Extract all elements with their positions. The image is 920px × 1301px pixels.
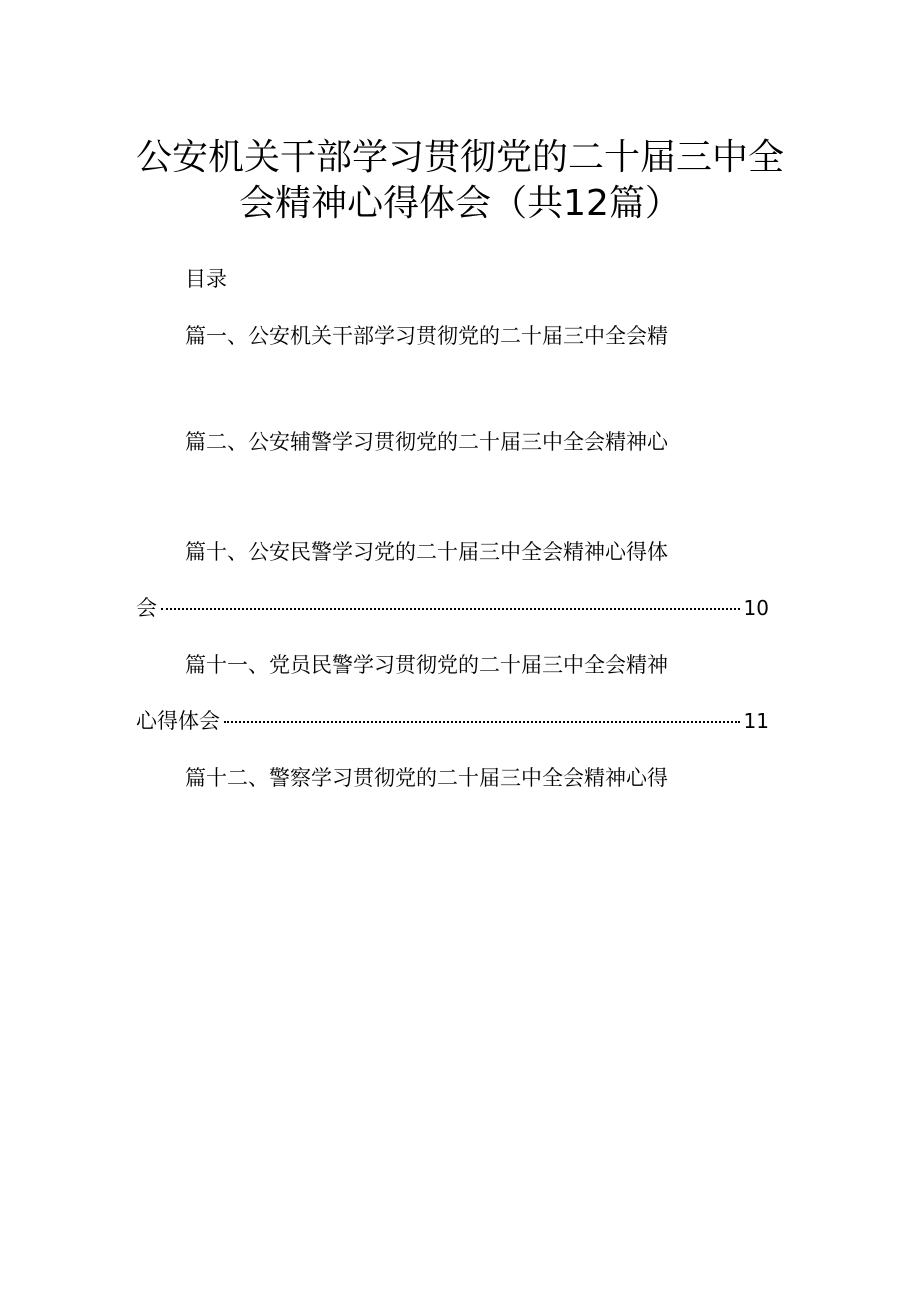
toc-entry-10[interactable]: 篇十、公安民警学习党的二十届三中全会精神心得体 xyxy=(185,540,668,564)
toc-entry-text: 心得体会 xyxy=(136,709,220,733)
toc-entry-1[interactable]: 篇一、公安机关干部学习贯彻党的二十届三中全会精 xyxy=(185,324,668,348)
toc-entry-10-continuation[interactable] xyxy=(136,594,769,622)
toc-entry-12[interactable]: 篇十二、警察学习贯彻党的二十届三中全会精神心得 xyxy=(185,766,668,790)
document-title-line-1: 公安机关干部学习贯彻党的二十届三中全 xyxy=(135,137,784,178)
dot-leader xyxy=(224,721,740,723)
dot-leader xyxy=(161,608,740,610)
toc-heading: 目录 xyxy=(185,267,227,291)
toc-entry-11-continuation[interactable] xyxy=(136,707,769,735)
toc-page-number: 10 xyxy=(743,596,769,620)
toc-page-number: 11 xyxy=(743,709,769,733)
toc-entry-2[interactable]: 篇二、公安辅警学习贯彻党的二十届三中全会精神心 xyxy=(185,430,668,454)
toc-entry-text: 会 xyxy=(136,596,157,620)
toc-entry-11[interactable]: 篇十一、党员民警学习贯彻党的二十届三中全会精神 xyxy=(185,653,668,677)
document-title-line-2: 会精神心得体会（共12篇） xyxy=(239,183,681,224)
